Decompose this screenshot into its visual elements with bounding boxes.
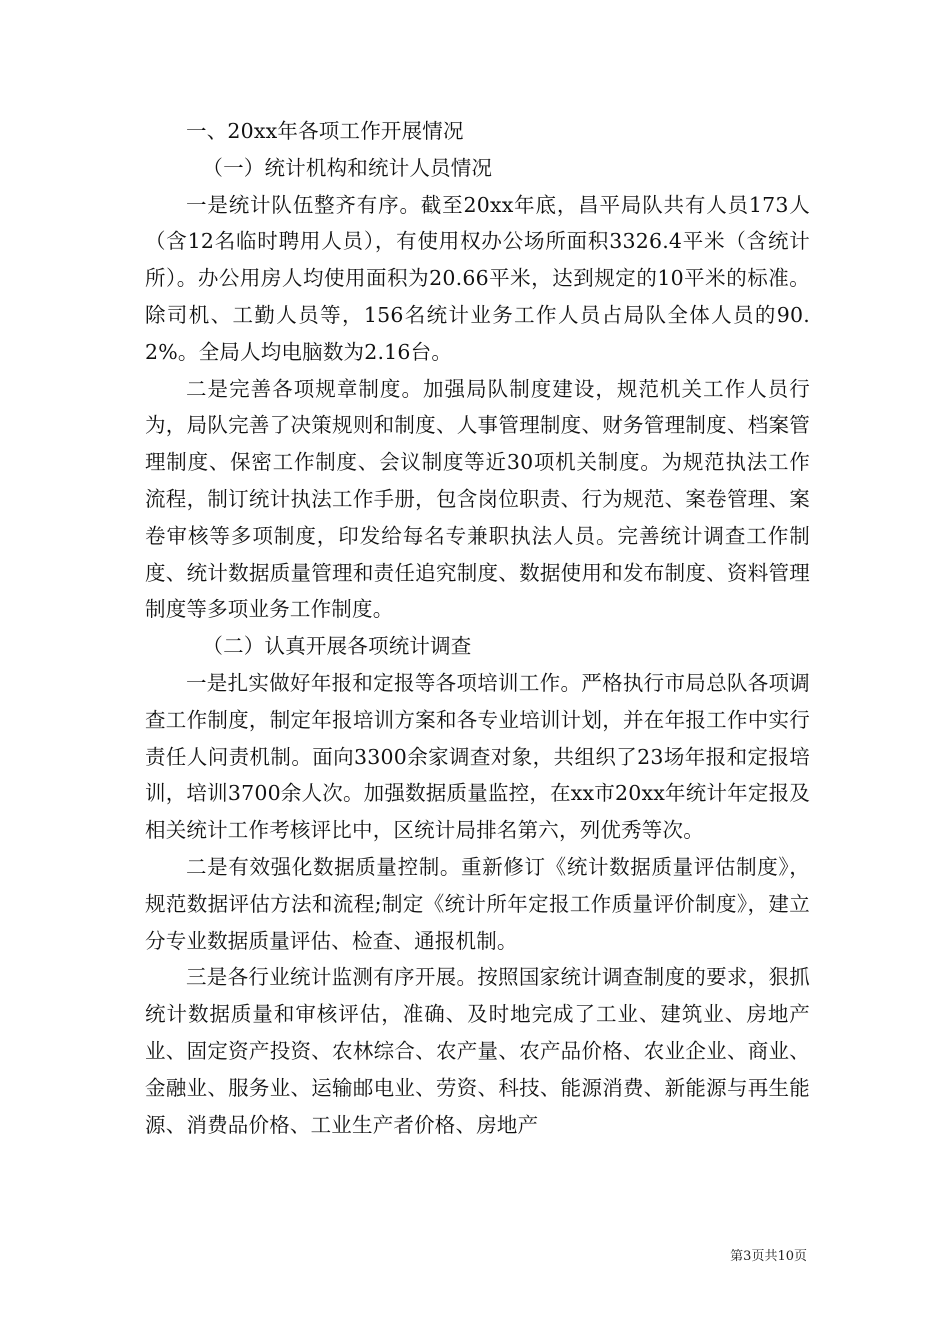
body-paragraph: 一是统计队伍整齐有序。截至20xx年底，昌平局队共有人员173人（含12名临时聘用人员），有使用权办公场所面积3326.4平米（含统计所）。办公用房人均使用面积为20.66平米，达到规定的10平米的标准。除司机、工勤人员等，156名统计业务工作人员占局队全体人员的90.2%。全局人均电脑数为2.16台。 [145,192,810,364]
body-paragraph: 三是各行业统计监测有序开展。按照国家统计调查制度的要求，狠抓统计数据质量和审核评估，准确、及时地完成了工业、建筑业、房地产业、固定资产投资、农林综合、农产量、农产品价格、农业企业、商业、金融业、服务业、运输邮电业、劳资、科技、能源消费、新能源与再生能源、消费品价格、工业生产者价格、房地产 [145,965,810,1137]
subsection-heading: （一）统计机构和统计人员情况 [202,155,493,180]
body-paragraph: 二是有效强化数据质量控制。重新修订《统计数据质量评估制度》，规范数据评估方法和流程;制定《统计所年定报工作质量评价制度》，建立分专业数据质量评估、检查、通报机制。 [145,854,810,953]
body-paragraph: 二是完善各项规章制度。加强局队制度建设，规范机关工作人员行为，局队完善了决策规则和制度、人事管理制度、财务管理制度、档案管理制度、保密工作制度、会议制度等近30项机关制度。为规范执法工作流程，制订统计执法工作手册，包含岗位职责、行为规范、案卷管理、案卷审核等多项制度，印发给每名专兼职执法人员。完善统计调查工作制度、统计数据质量管理和责任追究制度、数据使用和发布制度、资料管理制度等多项业务工作制度。 [145,376,810,622]
body-paragraph: 一是扎实做好年报和定报等各项培训工作。严格执行市局总队各项调查工作制度，制定年报培训方案和各专业培训计划，并在年报工作中实行责任人问责机制。面向3300余家调查对象，共组织了23场年报和定报培训，培训3700余人次。加强数据质量监控，在xx市20xx年统计年定报及相关统计工作考核评比中，区统计局排名第六，列优秀等次。 [145,670,810,843]
subsection-heading: （二）认真开展各项统计调查 [202,634,472,659]
page-footer: 第3页共10页 [730,1249,807,1264]
section-heading: 一、20xx年各项工作开展情况 [186,119,464,143]
document-body [145,113,810,1143]
